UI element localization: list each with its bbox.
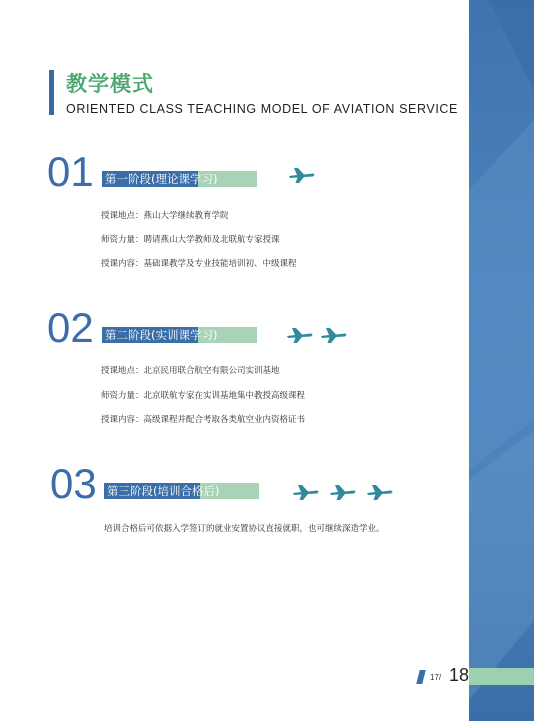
page-number-slash-mark: [416, 670, 425, 684]
page-title: 教学模式: [66, 72, 154, 96]
stage-2-label: [102, 327, 257, 343]
stage-2-line-location: 授课地点：北京民用联合航空有限公司实训基地: [101, 366, 280, 376]
airplane-icon: [292, 483, 320, 501]
stage-2-label-text: 第二阶段(实训课学习): [105, 328, 218, 342]
stage-3-line-summary: 培训合格后可依据入学签订的就业安置协议直接就职，也可继续深造学业。: [104, 524, 385, 534]
stage-1-line-faculty: 师资力量：聘请燕山大学教师及北联航专家授课: [101, 235, 280, 245]
page-separator: /: [438, 673, 442, 682]
band-pattern: [469, 0, 534, 721]
airplane-icon: [288, 166, 316, 184]
stage-1-label-text: 第一阶段(理论课学习): [105, 172, 218, 186]
stage-3-label: [104, 483, 259, 499]
airplane-icon: [329, 483, 357, 501]
stage-2-line-content: 授课内容：高级课程并配合考取各类航空业内资格证书: [101, 415, 306, 425]
right-decorative-band: [469, 0, 534, 721]
stage-3-label-text: 第三阶段(培训合格后): [107, 484, 220, 498]
page-subtitle: ORIENTED CLASS TEACHING MODEL OF AVIATION SERVICE: [66, 102, 458, 116]
stage-2-line-faculty: 师资力量：北京联航专家在实训基地集中教授高级课程: [101, 391, 306, 401]
page-number-green-bar: [469, 668, 534, 685]
airplane-icon: [320, 326, 348, 344]
airplane-icon: [286, 326, 314, 344]
airplane-icon: [366, 483, 394, 501]
page-current-value: 17: [430, 673, 439, 682]
page-number-total: 18: [449, 665, 470, 685]
title-accent-bar: [49, 70, 54, 115]
stage-2-number: 02: [47, 304, 94, 351]
stage-1-line-content: 授课内容：基础课教学及专业技能培训初、中级课程: [101, 259, 297, 269]
page-number-current: [430, 673, 441, 682]
stage-1-line-location: 授课地点：燕山大学继续教育学院: [101, 211, 229, 221]
stage-1-label: [102, 171, 257, 187]
stage-3-number: 03: [50, 460, 97, 507]
stage-1-number: 01: [47, 148, 94, 195]
page-number: [418, 665, 534, 688]
